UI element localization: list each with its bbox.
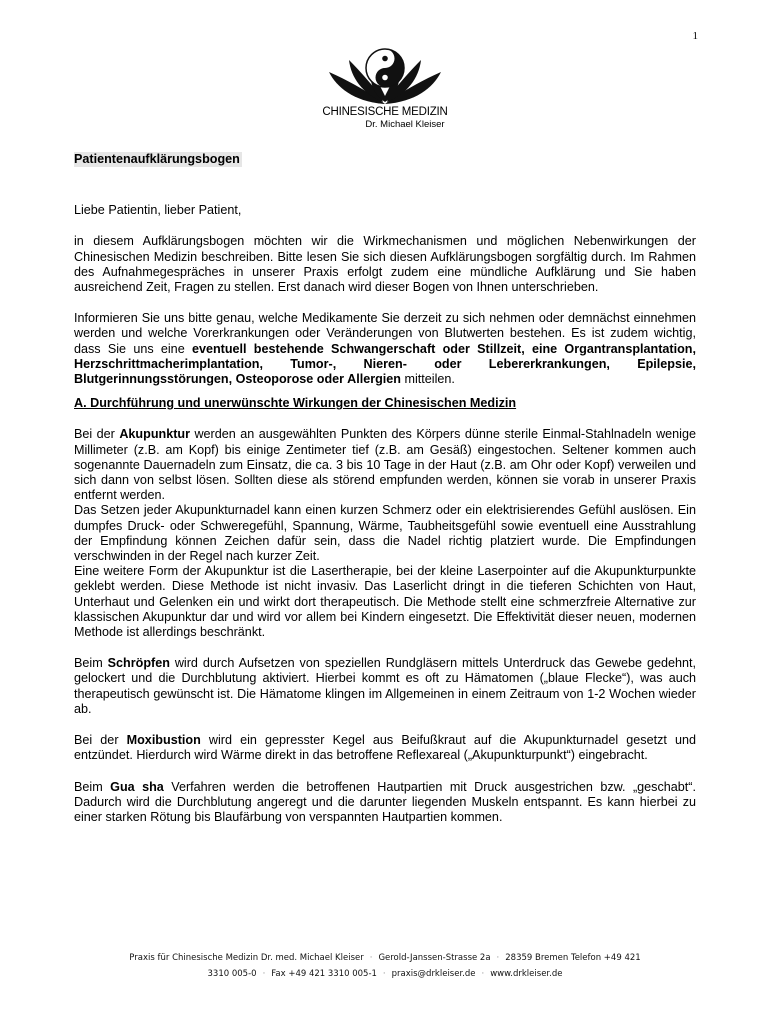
footer-practice: Praxis für Chinesische Medizin Dr. med. Michael Kleiser [129,953,364,963]
guasha-pre: Beim [74,779,111,794]
footer [0,950,770,982]
document-body [74,152,696,825]
footer-separator: · [481,969,485,979]
footer-email: praxis@drkleiser.de [391,969,476,979]
footer-line-2 [0,966,770,982]
schroepfen-term: Schröpfen [107,656,170,671]
footer-separator: · [496,953,500,963]
guasha-paragraph [74,780,696,826]
footer-fax: Fax +49 421 3310 005-1 [271,969,377,979]
schroepfen-pre: Beim [74,656,108,671]
akupunktur-text-1: werden an ausgewählten Punkten des Körpers dünne sterile Einmal-Stahlnadeln wenige Millimeter (z.B. am Kopf) bis einige Zentimeter tief (z.B. am Gesäß) eingestochen. Seltener kommen auch sogenannte Dauernadeln zum Einsatz, die ca. 3 bis 10 Tage in der Haut (z.B. am Ohr oder Kopf) verweilen und sich dann von selbst lösen. Sollten diese als störend empfunden werden, können sie vorab in unserer Praxis entfernt werden. [74,427,696,503]
guasha-term: Gua sha [110,779,164,794]
logo-title: CHINESISCHE MEDIZIN [322,106,448,118]
moxa-text: wird ein gepresster Kegel aus Beifußkraut auf die Akupunkturnadel gesetzt und entzündet. Hierdurch wird Wärme direkt in das betroffene Reflexareal („Akupunkturpunkt“) eingebracht. [74,733,696,763]
akupunktur-paragraph-3: Eine weitere Form der Akupunktur ist die Lasertherapie, bei der kleine Laserpointer auf die Akupunkturpunkte geklebt werden. Diese Methode ist nicht invasiv. Das Laserlicht dringt in die tieferen Schichten von Haut, Unterhaut und Gelenken ein und wirkt dort therapeutisch. Die Methode stellt eine schmerzfreie Alternative zur klassischen Akupunktur dar und wird vor allem bei Kindern eingesetzt. Die Effektivität dieser neuen, modernen Methode ist allerdings beschränkt. [74,564,696,640]
footer-phone-cont: 3310 005-0 [207,969,257,979]
info-text-2: mitteilen. [401,372,455,387]
document-title: Patientenaufklärungsbogen [74,152,240,166]
schroepfen-text: wird durch Aufsetzen von speziellen Rundgläsern mittels Unterdruck das Gewebe gedehnt, gelockert und die Durchblutung aktiviert. Hierbei kommt es oft zu Hämatomen („blaue Flecke“), was auch therapeutisch gewünscht ist. Die Hämatome klingen im Allgemeinen in einem Zeitraum von 1-2 Wochen wieder ab. [74,656,696,716]
schroepfen-paragraph [74,656,696,717]
page-number: 1 [692,30,698,42]
akupunktur-paragraph-2: Das Setzen jeder Akupunkturnadel kann einen kurzen Schmerz oder ein elektrisierendes Gefühl auslösen. Ein dumpfes Druck- oder Schweregefühl, Spannung, Wärme, Taubheitsgefühl sowie eventuell eine Ausstrahlung der Empfindung können Zeichen dafür sein, dass die Nadel richtig platziert wurde. Die Empfindungen verschwinden in der Regel nach kurzer Zeit. [74,503,696,564]
logo [0,42,770,130]
yin-yang-lotus-icon [325,42,445,106]
moxibustion-term: Moxibustion [126,733,201,748]
moxa-pre: Bei der [74,733,127,748]
info-bold-conditions: eventuell bestehende Schwangerschaft oder Stillzeit, eine Organtransplantation, Herzschrittmacherimplantation, Tumor-, Nieren- oder Lebererkrankungen, Epilepsie, Blutgerinnungsstörungen, Osteoporose oder Allergien [74,341,696,387]
intro-paragraph: in diesem Aufklärungsbogen möchten wir die Wirkmechanismen und möglichen Nebenwirkungen der Chinesischen Medizin beschreiben. Bitte lesen Sie sich diesen Aufklärungsbogen sorgfältig durch. Im Rahmen des Aufnahmegespräches in unserer Praxis erfolgt zudem eine mündliche Aufklärung und Sie haben ausreichend Zeit, Fragen zu stellen. Erst danach wird dieser Bogen von Ihnen unterschrieben. [74,234,696,295]
info-paragraph [74,311,696,387]
section-a-heading: A. Durchführung und unerwünschte Wirkungen der Chinesischen Medizin [74,396,517,411]
footer-separator: · [369,953,373,963]
greeting: Liebe Patientin, lieber Patient, [74,203,242,218]
footer-line-1 [0,950,770,966]
footer-separator: · [262,969,266,979]
akupunktur-paragraph-1 [74,427,696,503]
moxibustion-paragraph [74,733,696,763]
akupunktur-pre: Bei der [74,427,120,442]
guasha-text: Verfahren werden die betroffenen Hautpartien mit Druck ausgestrichen bzw. „geschabt“. Dadurch wird die Durchblutung angeregt und die darunter liegenden Muskeln entspannt. Es kann hierbei zu einer starken Rötung bis Blaufärbung von verspannten Hautpartien kommen. [74,779,696,824]
footer-separator: · [382,969,386,979]
logo-subtitle: Dr. Michael Kleiser [365,119,445,130]
info-text-1: Informieren Sie uns bitte genau, welche Medikamente Sie derzeit zu sich nehmen oder demnächst einnehmen werden und welche Vorerkrankungen oder Veränderungen von Blutwerten bestehen. Es ist zudem wichtig, dass Sie uns eine [74,311,696,356]
footer-web: www.drkleiser.de [490,969,563,979]
footer-street: Gerold-Janssen-Strasse 2a [378,953,491,963]
footer-city-phone: 28359 Bremen Telefon +49 421 [505,953,641,963]
akupunktur-term: Akupunktur [119,427,190,442]
